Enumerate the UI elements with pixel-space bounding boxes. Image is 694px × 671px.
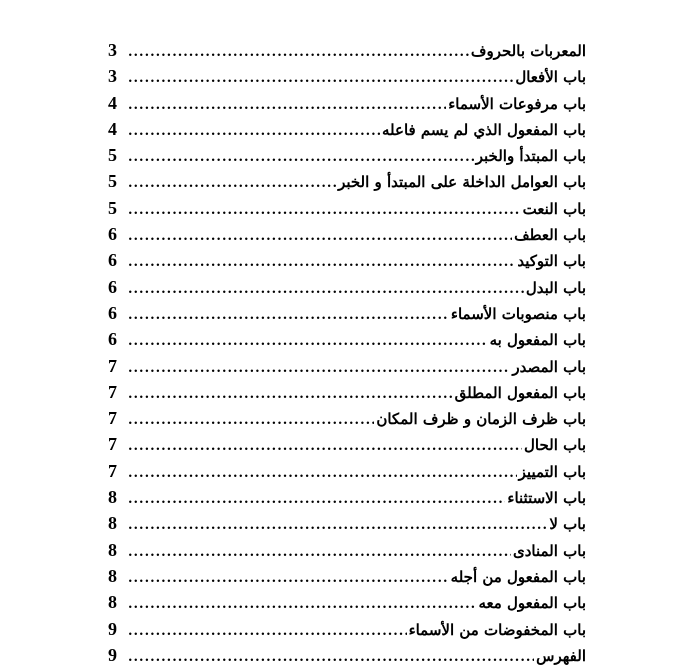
toc-entry <box>108 329 586 355</box>
toc-page-number: 6 <box>108 250 117 271</box>
toc-leader-dots <box>128 282 524 297</box>
toc-leader-dots <box>128 45 469 60</box>
toc-page-number: 6 <box>108 329 117 350</box>
toc-entry-title: باب المخفوضات من الأسماء <box>408 620 586 639</box>
toc-leader-dots <box>128 229 512 244</box>
toc-leader-dots <box>128 387 453 402</box>
toc-entry-title: باب لا <box>549 515 586 534</box>
toc-page-number: 5 <box>108 171 117 192</box>
toc-leader-dots <box>128 624 407 639</box>
toc-leader-dots <box>128 98 446 113</box>
toc-page-number: 9 <box>108 644 117 665</box>
toc-page-number: 9 <box>108 618 117 639</box>
toc-page-number: 7 <box>108 434 117 455</box>
toc-leader-dots <box>128 571 449 586</box>
toc-entry <box>108 145 586 171</box>
toc-entry <box>108 224 586 250</box>
toc-entry <box>108 119 586 145</box>
toc-entry-title: باب المفعول به <box>489 331 586 350</box>
toc-page-number: 4 <box>108 92 117 113</box>
toc-leader-dots <box>128 545 511 560</box>
toc-page-number: 7 <box>108 408 117 429</box>
toc-leader-dots <box>128 518 547 533</box>
toc-page-number: 8 <box>108 513 117 534</box>
toc-leader-dots <box>128 124 380 139</box>
toc-leader-dots <box>128 413 374 428</box>
toc-leader-dots <box>128 308 449 323</box>
toc-leader-dots <box>128 176 336 191</box>
toc-page-number: 8 <box>108 592 117 613</box>
toc-entry-title: باب المفعول المطلق <box>454 383 586 402</box>
toc-page-number: 7 <box>108 355 117 376</box>
toc-entry <box>108 540 586 566</box>
toc-page-number: 8 <box>108 539 117 560</box>
toc-page-number: 4 <box>108 118 117 139</box>
toc-page-number: 3 <box>108 40 117 60</box>
toc-entry <box>108 461 586 487</box>
toc-entry <box>108 592 586 618</box>
toc-entry <box>108 40 586 66</box>
toc-leader-dots <box>128 334 488 349</box>
toc-entry-title: باب الحال <box>524 436 586 455</box>
toc-entry-title: باب العوامل الداخلة على المبتدأ و الخبر <box>338 173 586 192</box>
toc-entry <box>108 382 586 408</box>
toc-entry-title: المعربات بالحروف <box>470 42 586 60</box>
toc-page-number: 7 <box>108 460 117 481</box>
toc-entry-title: باب التوكيد <box>517 252 586 271</box>
toc-entry-title: باب التمييز <box>518 462 586 481</box>
toc-entry <box>108 303 586 329</box>
toc-leader-dots <box>128 466 517 481</box>
toc-page-number: 7 <box>108 381 117 402</box>
toc-page-number: 8 <box>108 565 117 586</box>
toc-page-number: 3 <box>108 66 117 87</box>
toc-leader-dots <box>128 361 510 376</box>
toc-entry <box>108 487 586 513</box>
toc-entry-title: باب العطف <box>514 226 586 245</box>
toc-entry-title: باب الاستثناء <box>507 489 586 508</box>
toc-leader-dots <box>128 597 476 612</box>
toc-entry-title: باب النعت <box>522 199 586 218</box>
toc-page-number: 6 <box>108 224 117 245</box>
toc-entry-title: باب المصدر <box>512 357 586 376</box>
toc-entry <box>108 66 586 92</box>
toc-leader-dots <box>128 71 513 86</box>
toc-entry <box>108 619 586 645</box>
toc-entry <box>108 250 586 276</box>
toc-entry-title: باب البدل <box>525 278 586 297</box>
toc-entry-title: الفهرس <box>536 646 586 665</box>
toc-leader-dots <box>128 203 521 218</box>
toc-entry <box>108 277 586 303</box>
toc-entry-title: باب المفعول الذي لم يسم فاعله <box>381 120 586 139</box>
toc-page-number: 8 <box>108 487 117 508</box>
toc-entry-title: باب الأفعال <box>515 68 586 87</box>
toc-entry-title: باب المفعول من أجله <box>450 567 586 586</box>
toc-leader-dots <box>128 439 522 454</box>
toc-entry-title: باب المفعول معه <box>478 594 586 613</box>
toc-page-number: 5 <box>108 197 117 218</box>
toc-entry-title: باب ظرف الزمان و ظرف المكان <box>376 410 586 429</box>
toc-entry <box>108 93 586 119</box>
table-of-contents <box>108 40 586 671</box>
toc-page-number: 5 <box>108 145 117 166</box>
toc-leader-dots <box>128 150 474 165</box>
toc-leader-dots <box>128 650 534 665</box>
toc-leader-dots <box>128 492 505 507</box>
toc-entry <box>108 645 586 671</box>
toc-entry <box>108 566 586 592</box>
toc-entry-title: باب المبتدأ والخبر <box>475 147 586 166</box>
toc-page-number: 6 <box>108 276 117 297</box>
toc-entry <box>108 198 586 224</box>
toc-leader-dots <box>128 255 515 270</box>
toc-entry <box>108 171 586 197</box>
toc-entry-title: باب مرفوعات الأسماء <box>448 94 586 113</box>
toc-entry-title: باب المنادى <box>512 541 586 560</box>
toc-entry <box>108 408 586 434</box>
toc-page-number: 6 <box>108 302 117 323</box>
toc-entry <box>108 513 586 539</box>
toc-entry-title: باب منصوبات الأسماء <box>450 304 586 323</box>
toc-entry <box>108 434 586 460</box>
toc-entry <box>108 356 586 382</box>
